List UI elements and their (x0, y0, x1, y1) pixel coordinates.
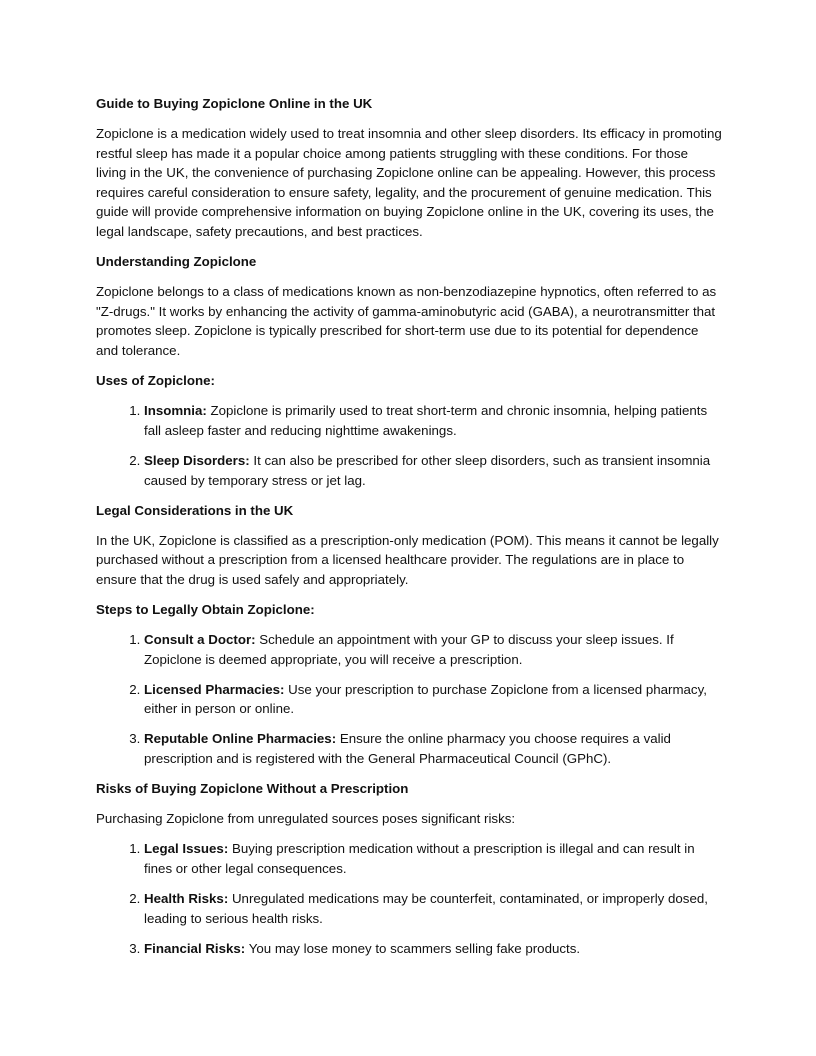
list-item (144, 729, 722, 768)
list-item-term: Health Risks: (144, 891, 229, 906)
list-item-text: Ensure the online pharmacy you choose requires a valid prescription and is registered with the General Pharmaceutical Council (GPhC). (144, 731, 671, 767)
list-item-text: Unregulated medications may be counterfeit, contaminated, or improperly dosed, leading to serious health risks. (144, 891, 708, 926)
uses-list (96, 401, 722, 490)
list-item-term: Consult a Doctor: (144, 632, 256, 648)
list-item-text: Schedule an appointment with your GP to discuss your sleep issues. If Zopiclone is deemed appropriate, you will receive a prescription. (144, 632, 674, 667)
list-item (144, 839, 722, 878)
section-heading-uses: Uses of Zopiclone: (96, 373, 215, 389)
list-item-text: It can also be prescribed for other sleep disorders, such as transient insomnia caused by temporary stress or jet lag. (144, 452, 711, 488)
list-item-text: Zopiclone is primarily used to treat short-term and chronic insomnia, helping patients fall asleep faster and reducing nighttime awakenings. (144, 403, 708, 438)
steps-list (96, 630, 722, 769)
list-item-text: You may lose money to scammers selling fake products. (245, 940, 581, 956)
list-item (144, 630, 722, 669)
understanding-paragraph: Zopiclone belongs to a class of medications known as non-benzodiazepine hypnotics, often referred to as "Z-drugs." It works by enhancing the activity of gamma-aminobutyric acid (GABA), a neurotransmitter that promotes sleep. Zopiclone is typically prescribed for short-term use due to its potential for dependence and tolerance. (96, 284, 717, 359)
list-item-term: Legal Issues: (144, 841, 229, 857)
section-heading-understanding: Understanding Zopiclone (96, 254, 257, 270)
document-page (96, 94, 722, 969)
legal-paragraph: In the UK, Zopiclone is classified as a prescription-only medication (POM). This means it cannot be legally purchased without a prescription from a licensed healthcare provider. The regulations are in place to ensure that the drug is used safely and appropriately. (96, 532, 719, 587)
risks-paragraph: Purchasing Zopiclone from unregulated sources poses significant risks: (96, 811, 516, 827)
list-item-text: Buying prescription medication without a prescription is illegal and can result in fines or other legal consequences. (144, 841, 695, 876)
list-item-term: Reputable Online Pharmacies: (144, 731, 337, 747)
list-item (144, 680, 722, 719)
section-heading-legal: Legal Considerations in the UK (96, 502, 294, 518)
section-heading-risks: Risks of Buying Zopiclone Without a Prescription (96, 781, 409, 797)
list-item-term: Financial Risks: (144, 940, 246, 956)
list-item-term: Sleep Disorders: (144, 452, 250, 468)
list-item-text: Use your prescription to purchase Zopiclone from a licensed pharmacy, either in person or online. (144, 681, 707, 717)
intro-paragraph: Zopiclone is a medication widely used to treat insomnia and other sleep disorders. Its efficacy in promoting restful sleep has made it a popular choice among patients struggling with these conditions. For those living in the UK, the convenience of purchasing Zopiclone online can be appealing. However, this process requires careful consideration to ensure safety, legality, and the procurement of genuine medication. This guide will provide comprehensive information on buying Zopiclone online in the UK, covering its uses, the legal landscape, safety precautions, and best practices. (96, 126, 722, 240)
list-item (144, 451, 722, 490)
list-item-term: Insomnia: (144, 403, 207, 419)
list-item (144, 889, 722, 928)
risks-list (96, 839, 722, 958)
list-item-term: Licensed Pharmacies: (144, 681, 285, 697)
list-item (144, 939, 722, 959)
section-heading-steps: Steps to Legally Obtain Zopiclone: (96, 601, 315, 617)
list-item (144, 401, 722, 440)
document-title: Guide to Buying Zopiclone Online in the UK (96, 96, 373, 111)
